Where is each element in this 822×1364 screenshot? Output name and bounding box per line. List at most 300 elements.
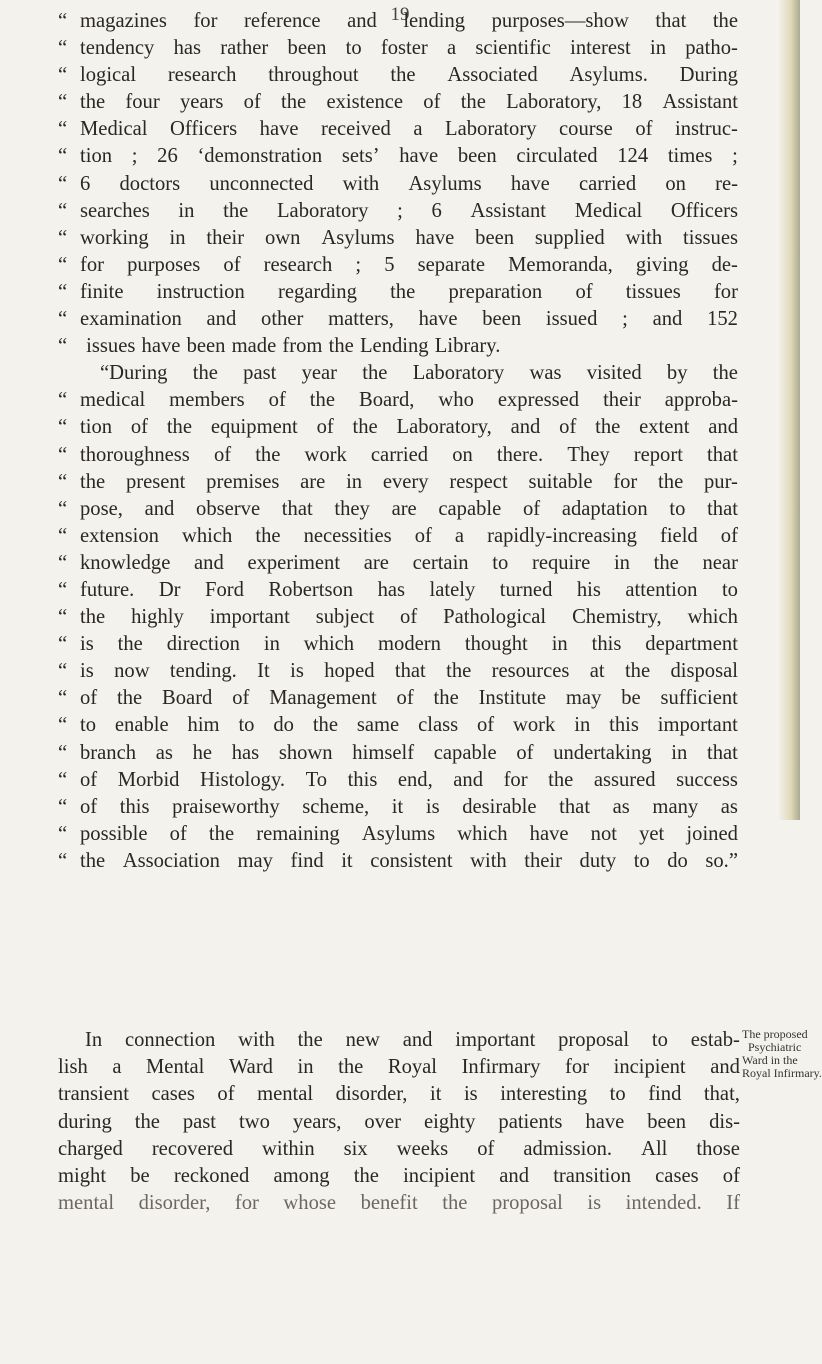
word: by: [666, 362, 688, 385]
word: “During: [100, 362, 168, 385]
word: approba-: [664, 389, 738, 412]
word: Board,: [358, 389, 415, 412]
quote-line: [58, 333, 738, 360]
word: have: [510, 172, 550, 195]
word: the: [653, 551, 679, 574]
word: Officers: [170, 118, 238, 141]
quote-mark: “: [58, 768, 68, 791]
word: him: [187, 714, 220, 737]
quote-mark: “: [58, 199, 68, 222]
word: throughout: [268, 64, 359, 87]
word: foster: [380, 37, 428, 60]
word: are: [300, 470, 326, 493]
word: re-: [715, 172, 738, 195]
word: work: [513, 714, 556, 737]
word: research: [167, 64, 237, 87]
word: of: [414, 524, 432, 547]
quote-line: [58, 198, 738, 225]
quote-line: [58, 631, 738, 658]
word: the: [255, 443, 281, 466]
word: of: [423, 91, 441, 114]
quote-line: [58, 685, 738, 712]
word: transient: [58, 1083, 129, 1106]
word: for: [234, 1192, 259, 1215]
word: the: [223, 199, 249, 222]
word: with: [470, 849, 507, 872]
word: not: [590, 822, 617, 845]
body-line: [58, 1190, 740, 1217]
word: the: [208, 822, 235, 845]
word: benefit: [360, 1192, 418, 1215]
word: their: [206, 226, 245, 249]
word: issues: [86, 335, 136, 358]
word: of: [169, 822, 187, 845]
word: in: [613, 551, 630, 574]
word: of: [80, 687, 98, 710]
word: in: [263, 633, 280, 656]
word: the: [352, 416, 378, 439]
quote-line: [58, 35, 738, 62]
word: direction: [166, 633, 240, 656]
word: same: [356, 714, 400, 737]
word: undertaking: [553, 741, 652, 764]
word: scientific: [475, 37, 551, 60]
quote-line: [58, 143, 738, 170]
word: department: [645, 633, 738, 656]
quote-mark: “: [58, 606, 68, 629]
word: ;: [732, 145, 738, 168]
word: in: [346, 470, 363, 493]
word: 5: [384, 253, 395, 276]
word: Ward: [228, 1056, 273, 1079]
quote-mark: “: [58, 578, 68, 601]
word: the: [80, 849, 106, 872]
word: during: [58, 1110, 112, 1133]
word: is: [80, 633, 94, 656]
word: four: [125, 91, 160, 114]
body-line: [58, 1081, 740, 1108]
word: for: [503, 768, 528, 791]
word: been: [647, 1110, 687, 1133]
word: of: [396, 687, 414, 710]
quote-mark: “: [58, 633, 68, 656]
word: Mental: [146, 1056, 205, 1079]
quote-mark: “: [58, 660, 68, 683]
word: sufficient: [660, 687, 738, 710]
word: medical: [80, 389, 146, 412]
word: expressed: [497, 389, 580, 412]
word: Assistant: [470, 199, 547, 222]
word: praiseworthy: [172, 795, 280, 818]
word: whose: [283, 1192, 337, 1215]
word: hoped: [324, 660, 375, 683]
word: have: [418, 308, 458, 331]
word: tending.: [169, 660, 237, 683]
word: the: [281, 91, 307, 114]
margin-note: [742, 1027, 822, 1080]
word: the: [338, 1056, 364, 1079]
word: dis-: [709, 1110, 740, 1133]
word: their: [524, 849, 562, 872]
word: require: [531, 551, 591, 574]
word: on: [452, 443, 473, 466]
word: pur-: [703, 470, 738, 493]
word: years,: [292, 1110, 342, 1133]
word: 124: [617, 145, 649, 168]
word: highly: [131, 606, 184, 629]
word: cases: [655, 1164, 699, 1187]
word: report: [633, 443, 683, 466]
word: as: [155, 741, 173, 764]
quote-line: [58, 740, 738, 767]
word: Laboratory: [276, 199, 369, 222]
quote-line: [58, 414, 738, 441]
word: as: [720, 795, 738, 818]
word: the: [390, 64, 416, 87]
word: near: [702, 551, 738, 574]
word: of: [720, 524, 738, 547]
word: to: [633, 849, 650, 872]
quote-line: [58, 171, 738, 198]
word: Institute: [478, 687, 547, 710]
quote-line: [58, 360, 738, 387]
word: the: [117, 633, 143, 656]
word: finite: [80, 280, 124, 303]
word: visited: [586, 362, 642, 385]
word: end,: [397, 768, 433, 791]
word: members: [169, 389, 245, 412]
word: the: [328, 335, 354, 358]
word: of: [523, 497, 541, 520]
word: research: [263, 253, 333, 276]
word: among: [273, 1164, 330, 1187]
quote-mark: “: [58, 416, 68, 439]
quote-mark: “: [58, 551, 68, 574]
word: mental: [58, 1192, 115, 1215]
body-line: [58, 1163, 740, 1190]
word: charged: [58, 1137, 123, 1160]
quote-mark: “: [58, 795, 68, 818]
word: for: [613, 470, 638, 493]
word: so.”: [705, 849, 738, 872]
word: 6: [80, 172, 91, 195]
word: Medical: [574, 199, 643, 222]
quote-mark: “: [58, 714, 68, 737]
word: have: [399, 145, 439, 168]
word: this: [119, 795, 150, 818]
word: Medical: [80, 118, 148, 141]
word: carried: [370, 443, 429, 466]
word: pose,: [80, 497, 123, 520]
word: 26: [157, 145, 178, 168]
word: eighty: [423, 1110, 476, 1133]
quote-line: [58, 712, 738, 739]
body-line: [58, 1027, 740, 1054]
word: are: [363, 551, 389, 574]
word: two: [239, 1110, 270, 1133]
margin-note-line: Psychiatric: [748, 1040, 802, 1054]
word: has: [173, 37, 202, 60]
word: joined: [686, 822, 738, 845]
word: might: [58, 1164, 107, 1187]
word: tissues: [625, 280, 681, 303]
word: a: [112, 1056, 122, 1079]
word: is: [80, 660, 94, 683]
word: of: [232, 687, 250, 710]
word: shown: [278, 741, 333, 764]
word: be: [130, 1164, 150, 1187]
word: Officers: [670, 199, 738, 222]
quote-line: [58, 496, 738, 523]
word: giving: [635, 253, 689, 276]
quote-line: [58, 658, 738, 685]
word: the: [460, 91, 486, 114]
word: they: [334, 497, 370, 520]
word: admission.: [523, 1137, 613, 1160]
word: turned: [499, 578, 553, 601]
quote-mark: “: [58, 37, 68, 60]
word: cases: [151, 1083, 195, 1106]
word: supplied: [534, 226, 605, 249]
word: for: [565, 1056, 590, 1079]
quote-line: [58, 252, 738, 279]
word: for: [713, 280, 738, 303]
word: incipient: [613, 1056, 686, 1079]
word: and: [453, 768, 484, 791]
quote-mark: “: [58, 91, 68, 114]
word: the: [80, 91, 106, 114]
word: to: [345, 37, 362, 60]
word: and: [402, 1029, 433, 1051]
word: During: [679, 64, 738, 87]
word: lately: [429, 578, 476, 601]
word: Asylums.: [569, 64, 648, 87]
word: matters,: [328, 308, 394, 331]
word: duty: [579, 849, 617, 872]
word: circulated: [516, 145, 598, 168]
word: ;: [397, 199, 403, 222]
quote-mark: “: [58, 822, 68, 845]
word: the: [442, 1192, 468, 1215]
word: has: [377, 578, 406, 601]
word: past: [182, 1110, 217, 1133]
word: branch: [80, 741, 137, 764]
word: experiment: [247, 551, 341, 574]
word: Pathological: [443, 606, 547, 629]
quote-line: [58, 8, 738, 35]
word: have: [259, 118, 299, 141]
word: find: [648, 1083, 682, 1106]
word: of: [400, 606, 418, 629]
word: important: [657, 714, 738, 737]
word: proposal: [558, 1029, 630, 1051]
quote-mark: “: [58, 849, 68, 872]
word: find: [290, 849, 324, 872]
word: Asylums: [361, 822, 436, 845]
word: of: [213, 443, 232, 466]
word: Laboratory,: [506, 91, 602, 114]
quote-mark: “: [58, 308, 68, 331]
word: assured: [593, 768, 656, 791]
word: 18: [621, 91, 643, 114]
word: and: [510, 416, 541, 439]
word: proposal: [491, 1192, 563, 1215]
word: to: [651, 1029, 668, 1051]
word: patients: [498, 1110, 563, 1133]
word: of: [80, 795, 98, 818]
word: Dr: [158, 578, 181, 601]
word: in: [649, 37, 666, 60]
word: weeks: [396, 1137, 449, 1160]
word: the: [166, 416, 192, 439]
word: the: [446, 660, 472, 683]
word: to: [238, 714, 255, 737]
word: have: [529, 822, 569, 845]
quote-line: [58, 89, 738, 116]
word: important: [209, 606, 290, 629]
word: may: [237, 849, 273, 872]
word: tion: [80, 416, 113, 439]
word: Management: [269, 687, 377, 710]
word: the: [624, 660, 651, 683]
word: attention: [625, 578, 698, 601]
word: disposal: [670, 660, 738, 683]
word: of: [223, 253, 241, 276]
word: sets’: [341, 145, 380, 168]
word: at: [589, 660, 605, 683]
word: been: [457, 145, 497, 168]
word: It: [257, 660, 270, 683]
word: ‘demonstration: [197, 145, 323, 168]
word: over: [364, 1110, 401, 1133]
word: regarding: [277, 280, 357, 303]
word: in: [671, 741, 688, 764]
word: year: [301, 362, 338, 385]
word: own: [265, 226, 301, 249]
word: Associated: [447, 64, 538, 87]
word: the: [309, 389, 335, 412]
word: this: [347, 768, 378, 791]
word: now: [114, 660, 150, 683]
word: certain: [412, 551, 469, 574]
word: it: [341, 849, 353, 872]
word: in: [574, 714, 591, 737]
quote-mark: “: [58, 335, 68, 358]
word: Asylums: [408, 172, 482, 195]
word: future.: [80, 578, 135, 601]
word: Library.: [434, 335, 501, 358]
word: and: [710, 1056, 740, 1079]
word: purposes—show: [491, 10, 629, 32]
word: was: [529, 362, 562, 385]
word: do: [273, 714, 294, 737]
word: lending: [403, 10, 466, 32]
word: is: [425, 795, 440, 818]
word: 152: [707, 308, 738, 331]
quote-mark: “: [58, 741, 68, 764]
word: in: [297, 1056, 314, 1079]
word: that,: [703, 1083, 740, 1106]
word: of: [559, 416, 577, 439]
word: remaining: [256, 822, 340, 845]
word: and: [194, 551, 224, 574]
word: If: [726, 1192, 740, 1215]
word: are: [391, 497, 417, 520]
word: capable: [433, 741, 497, 764]
word: issued: [545, 308, 598, 331]
quoted-report: [58, 8, 738, 875]
word: who: [438, 389, 474, 412]
page-edge-shadow: [778, 0, 800, 820]
word: reckoned: [173, 1164, 250, 1187]
word: of: [130, 416, 149, 439]
word: 6: [431, 199, 442, 222]
word: with: [625, 226, 663, 249]
word: been: [287, 37, 327, 60]
word: made: [231, 335, 277, 358]
word: that: [706, 741, 738, 764]
word: is: [290, 660, 304, 683]
word: of: [477, 1137, 495, 1160]
quote-mark: “: [58, 389, 68, 412]
word: extent: [639, 416, 690, 439]
word: a: [413, 118, 423, 141]
word: Assistant: [662, 91, 738, 114]
quote-line: [58, 306, 738, 333]
word: past: [243, 362, 277, 385]
word: adaptation: [561, 497, 648, 520]
word: extension: [80, 524, 159, 547]
word: the: [390, 280, 416, 303]
word: received: [321, 118, 391, 141]
word: to: [721, 578, 738, 601]
word: Board: [162, 687, 213, 710]
word: Chemistry,: [572, 606, 662, 629]
word: interest: [570, 37, 631, 60]
quote-line: [58, 469, 738, 496]
word: new: [345, 1029, 380, 1051]
word: transition: [553, 1164, 631, 1187]
word: resources: [491, 660, 570, 683]
word: patho-: [685, 37, 738, 60]
word: been: [482, 308, 522, 331]
word: magazines: [80, 10, 167, 32]
word: estab-: [690, 1029, 740, 1051]
word: modern: [378, 633, 441, 656]
word: connection: [124, 1029, 216, 1051]
word: desirable: [462, 795, 537, 818]
word: de-: [711, 253, 738, 276]
quote-mark: “: [58, 172, 68, 195]
word: the: [117, 687, 143, 710]
word: the: [595, 416, 621, 439]
word: to: [492, 551, 509, 574]
word: ;: [622, 308, 628, 331]
word: been: [475, 226, 515, 249]
quote-line: [58, 767, 738, 794]
word: have: [415, 226, 455, 249]
word: field: [659, 524, 698, 547]
word: from: [282, 335, 323, 358]
word: for: [80, 253, 105, 276]
word: have: [141, 335, 181, 358]
word: rapidly-increasing: [487, 524, 637, 547]
word: it: [429, 1083, 442, 1106]
word: purposes: [127, 253, 201, 276]
body-line: [58, 1054, 740, 1081]
word: work: [304, 443, 347, 466]
word: and: [708, 416, 738, 439]
